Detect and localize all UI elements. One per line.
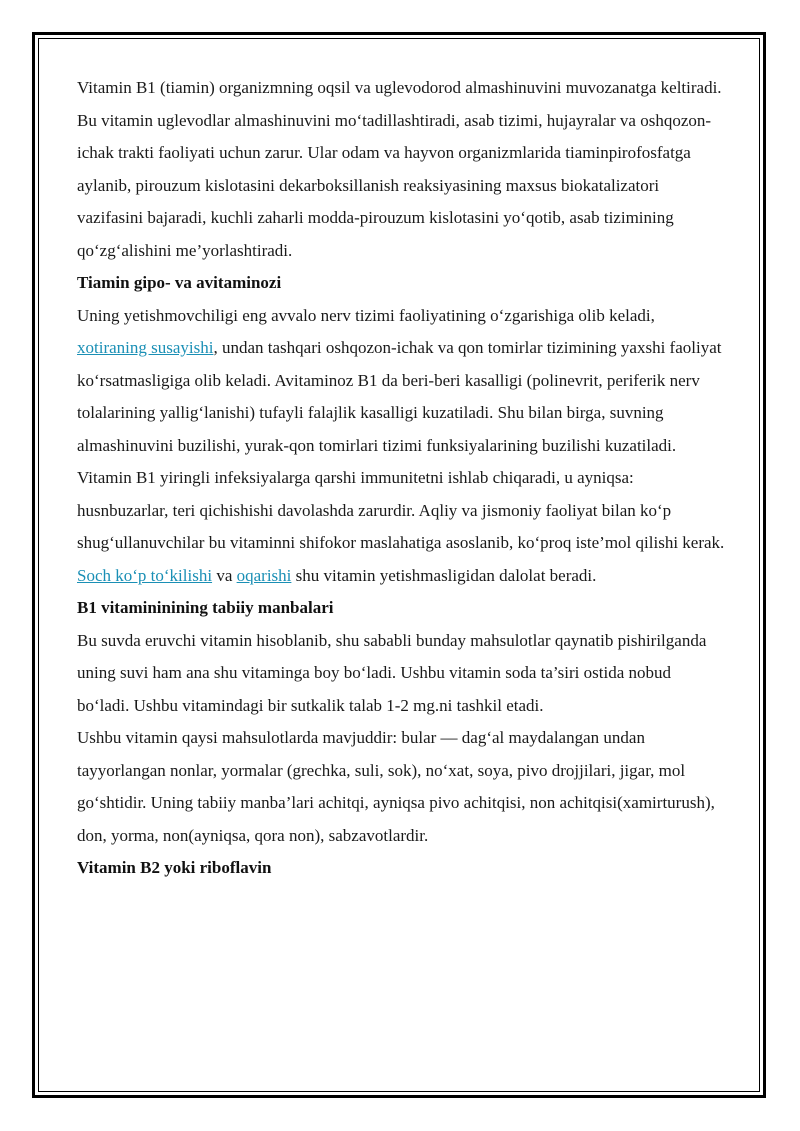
heading-natural-sources: B1 vitamininining tabiiy manbalari: [77, 598, 334, 617]
paragraph-deficiency: [77, 300, 727, 593]
link-graying[interactable]: oqarishi: [236, 565, 292, 585]
document-body: [77, 72, 727, 885]
paragraph-text: shu vitamin yetishmasligidan dalolat beradi.: [291, 565, 597, 585]
link-memory-loss[interactable]: xotiraning susayishi: [77, 338, 214, 357]
link-hair-loss[interactable]: Soch ko‘p to‘kilishi: [77, 565, 213, 585]
heading-deficiency: Tiamin gipo- va avitaminozi: [77, 273, 282, 292]
paragraph-sources: Bu suvda eruvchi vitamin hisoblanib, shu sababli bunday mahsulotlar qaynatib pishirilganda uning suvi ham ana shu vitaminga boy bo‘ladi. Ushbu vitamin soda ta’siri ostida nobud bo‘ladi. Ushbu vitamindagi bir sutkalik talab 1-2 mg.ni tashkil etadi.: [77, 630, 707, 715]
paragraph-text: va: [212, 565, 237, 585]
paragraph-intro: Vitamin B1 (tiamin) organizmning oqsil va uglevodorod almashinuvini muvozanatga keltiradi. Bu vitamin uglevodlar almashinuvini mo‘tadillashtiradi, asab tizimi, hujayralar va oshqozon-ichak trakti faoliyati uchun zarur. Ular odam va hayvon organizmlarida tiaminpirofosfatga aylanib, pirouzum kislotasini dekarboksillanish reaksiyasining maxsus biokatalizatori vazifasini bajaradi, kuchli zaharli modda-pirouzum kislotasini yo‘qotib, asab tizimining qo‘zg‘alishini me’yorlashtiradi.: [77, 78, 722, 260]
heading-riboflavin: Vitamin B2 yoki riboflavin: [77, 858, 272, 877]
paragraph-products: Ushbu vitamin qaysi mahsulotlarda mavjuddir: bular — dag‘al maydalangan undan tayyorlangan nonlar, yormalar (grechka, suli, sok), no‘xat, soya, pivo drojjilari, jigar, mol go‘shtidir. Uning tabiiy manba’lari achitqi, ayniqsa pivo achitqisi, non achitqisi(xamirturush), don, yorma, non(ayniqsa, qora non), sabzavotlardir.: [77, 728, 715, 845]
paragraph-text: Uning yetishmovchiligi eng avvalo nerv tizimi faoliyatining o‘zgarishiga olib keladi,: [77, 305, 655, 325]
paragraph-text: , undan tashqari oshqozon-ichak va qon tomirlar tizimining yaxshi faoliyat ko‘rsatmasligiga olib keladi. Avitaminoz B1 da beri-beri kasalligi (polinevrit, periferik nerv tolalarining yallig‘lanishi) tufayli falajlik kasalligi kuzatiladi. Shu bilan birga, suvning almashinuvini buzilishi, yurak-qon tomirlari tizimi funksiyalarining buzilishi kuzatiladi. Vitamin B1 yiringli infeksiyalarga qarshi immunitetni ishlab chiqaradi, u ayniqsa: husnbuzarlar, teri qichishishi davolashda zarurdir. Aqliy va jismoniy faoliyat bilan ko‘p shug‘ullanuvchilar bu vitaminni shifokor maslahatiga asoslanib, ko‘proq iste’mol qilishi kerak.: [77, 338, 725, 552]
